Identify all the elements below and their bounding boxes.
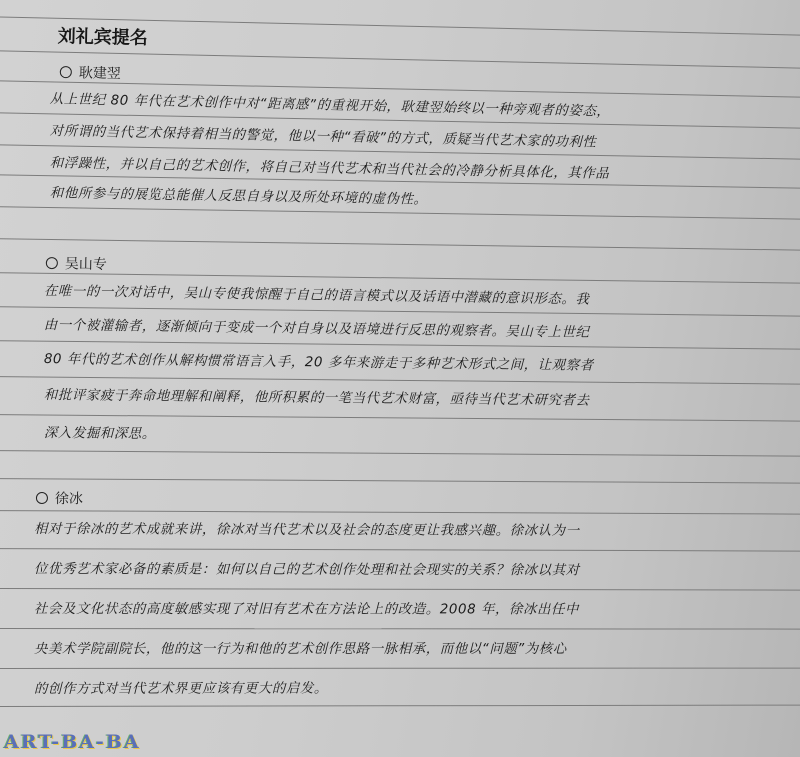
- nominee-name: [46, 253, 107, 274]
- paragraph-line: 和浮躁性，并以自己的艺术创作，将自己对当代艺术和当代社会的冷静分析具体化，其作品: [49, 155, 610, 182]
- paragraph-line: 由一个被灌输者，逐渐倾向于变成一个对自身以及语境进行反思的观察者。吴山专上世纪: [43, 317, 590, 341]
- paragraph-line: 深入发掘和深思。: [43, 425, 156, 442]
- nominee-name-text: 徐冰: [54, 491, 83, 508]
- paragraph-line: 对所谓的当代艺术保持着相当的警觉，他以一种“看破”的方式，质疑当代艺术家的功利性: [49, 123, 597, 151]
- ruled-line: [0, 510, 800, 515]
- ruled-line: [0, 206, 800, 220]
- paragraph-line: 的创作方式对当代艺术界更应该有更大的启发。: [34, 681, 328, 697]
- paragraph-line: 和批评家疲于奔命地理解和阐释，他所积累的一笔当代艺术财富，亟待当代艺术研究者去: [43, 387, 590, 409]
- paragraph-line: 社会及文化状态的高度敏感实现了对旧有艺术在方法论上的改造。2008 年，徐冰出任中: [33, 602, 579, 618]
- ruled-line: [0, 548, 800, 552]
- paragraph-line: 80 年代的艺术创作从解构惯常语言入手，20 多年来游走于多种艺术形式之间，让观察者: [43, 351, 594, 374]
- paragraph-line: 从上世纪 80 年代在艺术创作中对“距离感”的重视开始，耿建翌始终以一种旁观者的姿态，: [49, 91, 611, 120]
- ruled-line: [0, 376, 800, 385]
- bullet-circle-icon: [36, 492, 48, 504]
- paragraph-line: 相对于徐冰的艺术成就来讲，徐冰对当代艺术以及社会的态度更让我感兴趣。徐冰认为一: [33, 522, 580, 539]
- nominee-name: [36, 488, 83, 508]
- paragraph-line: 央美术学院副院长，他的这一行为和他的艺术创作思路一脉相承，而他以“问题”为核心: [34, 642, 567, 657]
- ruled-line: [0, 668, 800, 669]
- ruled-line: [0, 628, 800, 630]
- nominee-name: [60, 62, 121, 83]
- bullet-circle-icon: [46, 257, 58, 269]
- ruled-line: [0, 450, 800, 457]
- nominee-name-text: 耿建翌: [78, 65, 121, 83]
- paragraph-line: 位优秀艺术家必备的素质是：如何以自己的艺术创作处理和社会现实的关系？徐冰以其对: [33, 562, 580, 579]
- paragraph-line: 和他所参与的展览总能催人反思自身以及所处环境的虚伪性。: [49, 185, 428, 208]
- ruled-line: [0, 478, 800, 484]
- nominee-name-text: 吴山专: [64, 256, 107, 273]
- watermark-logo: ART-BA-BA: [4, 731, 141, 753]
- paragraph-line: 在唯一的一次对话中，吴山专使我惊醒于自己的语言模式以及话语中潜藏的意识形态。我: [43, 283, 590, 308]
- ruled-line: [0, 414, 800, 422]
- bullet-circle-icon: [60, 66, 72, 78]
- ruled-line: [0, 704, 800, 707]
- page-title: 刘礼宾提名: [57, 25, 148, 49]
- ruled-line: [0, 238, 800, 251]
- ruled-line: [0, 588, 800, 591]
